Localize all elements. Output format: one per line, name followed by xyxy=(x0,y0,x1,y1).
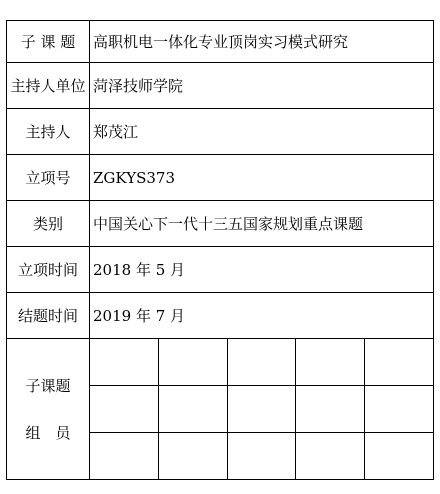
member-cell xyxy=(159,339,228,386)
project-number-label: 立项号 xyxy=(7,155,90,201)
project-number-value: ZGKYS373 xyxy=(90,155,434,201)
host-unit-value: 菏泽技师学院 xyxy=(90,63,434,109)
table-row xyxy=(7,293,434,339)
approval-date-value: 2018 年 5 月 xyxy=(90,247,434,293)
grid-row xyxy=(90,339,433,386)
members-label-line1: 子课题 xyxy=(25,377,71,395)
approval-date-label: 立项时间 xyxy=(7,247,90,293)
table-row xyxy=(7,201,434,247)
member-cell xyxy=(227,433,296,480)
host-unit-label: 主持人单位 xyxy=(7,63,90,109)
member-cell xyxy=(296,386,365,433)
member-cell xyxy=(364,433,433,480)
completion-date-label: 结题时间 xyxy=(7,293,90,339)
table-row xyxy=(7,63,434,109)
host-value: 郑茂江 xyxy=(90,109,434,155)
member-cell xyxy=(364,386,433,433)
member-cell xyxy=(227,339,296,386)
subproject-value: 高职机电一体化专业顶岗实习模式研究 xyxy=(90,21,434,63)
table-row xyxy=(7,21,434,63)
host-label: 主持人 xyxy=(7,109,90,155)
member-cell xyxy=(90,339,159,386)
table-row xyxy=(7,155,434,201)
completion-date-value: 2019 年 7 月 xyxy=(90,293,434,339)
grid-row xyxy=(90,433,433,480)
grid-row xyxy=(90,386,433,433)
table-row xyxy=(7,339,434,480)
members-grid-cell xyxy=(90,339,434,480)
members-label-line2: 组 员 xyxy=(25,424,71,442)
subproject-label: 子 课 题 xyxy=(7,21,90,63)
table-row xyxy=(7,247,434,293)
member-cell xyxy=(227,386,296,433)
members-grid xyxy=(90,339,433,479)
category-label: 类别 xyxy=(7,201,90,247)
category-value: 中国关心下一代十三五国家规划重点课题 xyxy=(90,201,434,247)
member-cell xyxy=(296,339,365,386)
members-label-cell xyxy=(7,339,90,480)
member-cell xyxy=(296,433,365,480)
member-cell xyxy=(364,339,433,386)
member-cell xyxy=(159,386,228,433)
member-cell xyxy=(90,433,159,480)
project-info-table xyxy=(6,20,434,480)
member-cell xyxy=(159,433,228,480)
table-row xyxy=(7,109,434,155)
member-cell xyxy=(90,386,159,433)
